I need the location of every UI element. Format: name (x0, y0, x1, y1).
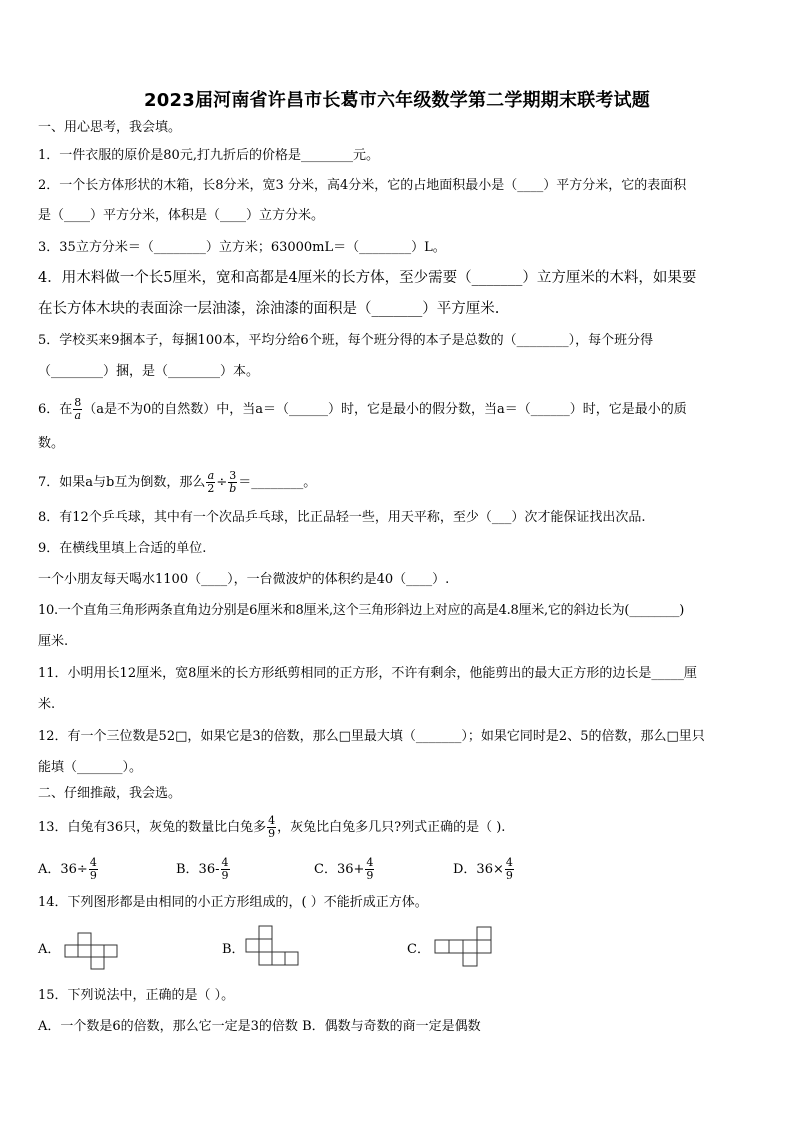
fraction-denominator: 9 (89, 869, 97, 882)
question-6-suffix: （a是不为0的自然数）中，当a＝（______）时，它是最小的假分数，当a＝（______）时，它是最小的质 (83, 402, 687, 417)
fraction-a-over-2 (206, 470, 215, 495)
q14-option-a-label: A． (38, 942, 61, 957)
option-fraction (89, 857, 98, 882)
section-1-heading: 一、用心思考，我会填。 (38, 120, 182, 135)
question-10-line-2: 厘米. (38, 634, 69, 649)
question-2-line-1: 2．一个长方体形状的木箱，长8分米，宽3 分米，高4分米，它的占地面积最小是（____）平方分米，它的表面积 (38, 178, 687, 193)
question-7-prefix: 7．如果a与b互为倒数，那么 (38, 475, 206, 490)
option-label: A．36÷ (38, 862, 88, 877)
option-c (314, 857, 375, 882)
option-fraction (505, 857, 514, 882)
question-11-line-1: 11．小明用长12厘米，宽8厘米的长方形纸剪相同的正方形，不许有剩余，他能剪出的最大正方形的边长是_____厘 (38, 666, 697, 681)
question-7 (38, 470, 316, 495)
option-fraction (365, 857, 374, 882)
question-11-line-2: 米. (38, 697, 56, 712)
section-2-heading: 二、仔细推敲，我会选。 (38, 786, 182, 801)
question-12-line-1: 12．有一个三位数是52□，如果它是3的倍数，那么□里最大填（_______）；如果它同时是2、5的倍数，那么□里只 (38, 729, 705, 744)
option-label: C．36+ (314, 862, 365, 877)
fraction-denominator: 9 (221, 869, 229, 882)
fraction-numerator: 3 (229, 469, 237, 482)
option-d (453, 857, 515, 882)
option-b (176, 857, 231, 882)
fraction-denominator: 9 (505, 869, 513, 882)
fraction-denominator: 9 (268, 827, 276, 840)
option-label: B．36- (176, 862, 220, 877)
cube-net-a (64, 932, 120, 972)
fraction-numerator: 8 (74, 396, 82, 409)
fraction-3-over-b (228, 470, 237, 495)
fraction-numerator: 4 (268, 814, 276, 827)
question-1: 1．一件衣服的原价是80元,打九折后的价格是________元。 (38, 148, 379, 163)
question-6-line-1 (38, 397, 687, 422)
question-3: 3．35立方分米＝（________）立方米；63000mL＝（________）L。 (38, 240, 446, 255)
cube-net-b (245, 925, 301, 969)
option-a (38, 857, 99, 882)
cube-net-c (433, 926, 495, 970)
q14-option-b-label: B． (222, 942, 245, 957)
question-10-line-1: 10.一个直角三角形两条直角边分别是6厘米和8厘米,这个三角形斜边上对应的高是4.8厘米,它的斜边长为(________) (38, 603, 685, 618)
question-2-line-2: 是（____）平方分米，体积是（____）立方分米。 (38, 208, 325, 223)
question-12-line-2: 能填（_______）。 (38, 760, 143, 775)
option-fraction (221, 857, 230, 882)
question-9: 9．在横线里填上合适的单位. (38, 541, 207, 556)
question-13 (38, 815, 505, 840)
q14-option-c-label: C． (407, 942, 430, 957)
divide-sign: ÷ (216, 475, 228, 490)
fraction-denominator: b (229, 482, 237, 495)
fraction-8-over-a (73, 397, 82, 422)
fraction-numerator: 4 (505, 856, 513, 869)
fraction-denominator: 2 (207, 482, 215, 495)
question-8: 8．有12个乒乓球，其中有一个次品乒乓球，比正品轻一些，用天平称，至少（___）次才能保证找出次品. (38, 510, 646, 525)
question-6-line-2: 数。 (38, 436, 65, 451)
question-13-prefix: 13．白兔有36只，灰兔的数量比白兔多 (38, 820, 267, 835)
option-label: D．36× (453, 862, 504, 877)
question-4-line-1: 4．用木料做一个长5厘米，宽和高都是4厘米的长方体，至少需要（_______）立方厘米的木料，如果要 (38, 270, 697, 286)
page-title: 2023届河南省许昌市长葛市六年级数学第二学期期末联考试题 (144, 90, 650, 111)
fraction-denominator: 9 (366, 869, 374, 882)
question-7-suffix: ＝________。 (238, 475, 317, 490)
question-15-options: A．一个数是6的倍数，那么它一定是3的倍数 B．偶数与奇数的商一定是偶数 (38, 1019, 481, 1034)
question-5-line-2: （________）捆，是（________）本。 (38, 364, 260, 379)
question-4-line-2: 在长方体木块的表面涂一层油漆，涂油漆的面积是（_______）平方厘米. (38, 301, 500, 317)
question-15: 15．下列说法中，正确的是（ ）。 (38, 988, 235, 1003)
fraction-4-over-9 (267, 815, 276, 840)
question-6-prefix: 6．在 (38, 402, 73, 417)
fraction-numerator: 4 (89, 856, 97, 869)
question-9-line-2: 一个小朋友每天喝水1100（____），一台微波炉的体积约是40（____）. (38, 572, 450, 587)
fraction-denominator: a (74, 409, 82, 422)
question-14: 14．下列图形都是由相同的小正方形组成的，( ）不能折成正方体。 (38, 895, 428, 910)
question-13-suffix: ，灰兔比白兔多几只?列式正确的是（ ). (277, 820, 506, 835)
fraction-numerator: 4 (221, 856, 229, 869)
fraction-numerator: 4 (366, 856, 374, 869)
question-5-line-1: 5．学校买来9捆本子，每捆100本，平均分给6个班，每个班分得的本子是总数的（________），每个班分得 (38, 333, 654, 348)
fraction-numerator: a (207, 469, 215, 482)
